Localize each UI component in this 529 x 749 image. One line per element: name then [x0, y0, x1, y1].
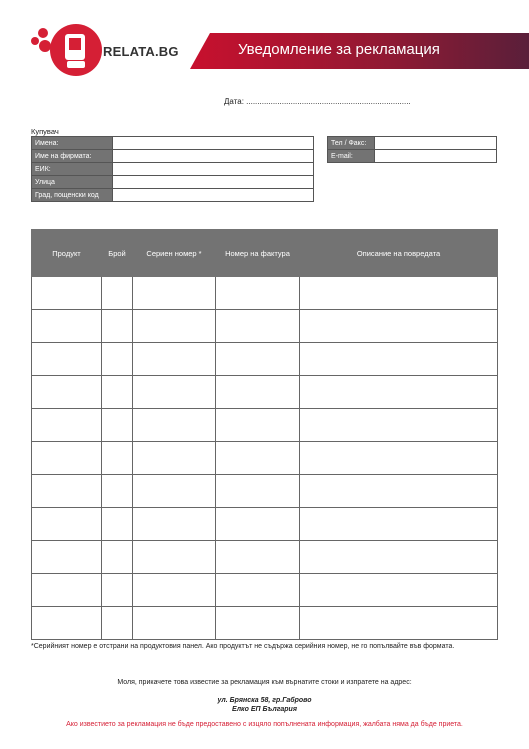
buyer-input[interactable]: [113, 150, 314, 163]
warning-text: Ако известието за рекламация не бъде предоставено с изцяло попълнената информация, жалбата няма да бъде приета.: [66, 721, 463, 728]
column-header-invoice: Номер на фактура: [216, 230, 300, 277]
address-line-1: ул. Брянска 58, гр.Габрово: [217, 697, 312, 704]
table-row: [32, 541, 498, 574]
table-cell[interactable]: [300, 376, 498, 409]
table-cell[interactable]: [102, 508, 133, 541]
buyer-input[interactable]: [113, 137, 314, 150]
table-cell[interactable]: [133, 607, 216, 640]
table-cell[interactable]: [133, 574, 216, 607]
table-cell[interactable]: [216, 343, 300, 376]
table-cell[interactable]: [102, 376, 133, 409]
buyer-row-city: [32, 189, 314, 202]
table-row: [32, 574, 498, 607]
table-cell[interactable]: [216, 607, 300, 640]
column-header-quantity: Брой: [102, 230, 133, 277]
buyer-label: Улица: [32, 176, 113, 189]
table-cell[interactable]: [300, 442, 498, 475]
table-row: [32, 508, 498, 541]
table-cell[interactable]: [32, 541, 102, 574]
table-cell[interactable]: [133, 376, 216, 409]
table-cell[interactable]: [102, 607, 133, 640]
table-cell[interactable]: [32, 607, 102, 640]
buyer-label: Град, пощенски код: [32, 189, 113, 202]
items-body: [32, 277, 498, 640]
table-cell[interactable]: [102, 310, 133, 343]
table-cell[interactable]: [102, 541, 133, 574]
table-cell[interactable]: [32, 574, 102, 607]
table-cell[interactable]: [216, 508, 300, 541]
table-cell[interactable]: [102, 475, 133, 508]
contact-input[interactable]: [375, 137, 497, 150]
table-cell[interactable]: [300, 277, 498, 310]
table-cell[interactable]: [32, 277, 102, 310]
table-row: [32, 607, 498, 640]
table-cell[interactable]: [300, 409, 498, 442]
items-table: [31, 229, 498, 640]
buyer-table: [31, 136, 314, 202]
table-cell[interactable]: [300, 475, 498, 508]
relata-logo-icon: [28, 20, 102, 80]
table-cell[interactable]: [133, 541, 216, 574]
table-cell[interactable]: [102, 277, 133, 310]
table-row: [32, 409, 498, 442]
table-cell[interactable]: [102, 442, 133, 475]
table-cell[interactable]: [32, 442, 102, 475]
address-line-2: Елко ЕП България: [232, 706, 297, 713]
buyer-input[interactable]: [113, 176, 314, 189]
table-cell[interactable]: [216, 376, 300, 409]
table-cell[interactable]: [133, 277, 216, 310]
table-cell[interactable]: [216, 277, 300, 310]
table-row: [32, 376, 498, 409]
table-cell[interactable]: [102, 409, 133, 442]
table-cell[interactable]: [32, 508, 102, 541]
buyer-row-eik: [32, 163, 314, 176]
table-cell[interactable]: [133, 508, 216, 541]
buyer-row-street: [32, 176, 314, 189]
table-cell[interactable]: [133, 343, 216, 376]
contact-row-phone: [328, 137, 497, 150]
table-cell[interactable]: [216, 409, 300, 442]
logo-text: RELATA.BG: [103, 44, 179, 59]
buyer-row-company: [32, 150, 314, 163]
table-cell[interactable]: [300, 574, 498, 607]
table-row: [32, 475, 498, 508]
table-cell[interactable]: [216, 310, 300, 343]
page-title: Уведомление за рекламация: [238, 41, 440, 58]
buyer-section-label: Купувач: [31, 127, 59, 136]
contact-label: Тел / Факс:: [328, 137, 375, 150]
table-cell[interactable]: [133, 409, 216, 442]
table-cell[interactable]: [32, 310, 102, 343]
buyer-input[interactable]: [113, 189, 314, 202]
table-cell[interactable]: [102, 574, 133, 607]
table-row: [32, 343, 498, 376]
column-header-serial: Сериен номер *: [133, 230, 216, 277]
table-cell[interactable]: [300, 343, 498, 376]
date-field[interactable]: Дата: ..........................................................................: [224, 97, 411, 106]
table-cell[interactable]: [133, 442, 216, 475]
table-row: [32, 310, 498, 343]
table-cell[interactable]: [216, 574, 300, 607]
contact-table: [327, 136, 497, 163]
table-cell[interactable]: [216, 541, 300, 574]
contact-row-email: [328, 150, 497, 163]
table-cell[interactable]: [300, 607, 498, 640]
table-cell[interactable]: [300, 508, 498, 541]
table-cell[interactable]: [102, 343, 133, 376]
table-row: [32, 442, 498, 475]
buyer-row-name: [32, 137, 314, 150]
table-cell[interactable]: [32, 409, 102, 442]
table-cell[interactable]: [216, 475, 300, 508]
instruction-text: Моля, прикачете това известие за рекламация към върнатите стоки и изпратете на адрес:: [117, 679, 412, 686]
buyer-label: ЕИК:: [32, 163, 113, 176]
table-cell[interactable]: [216, 442, 300, 475]
buyer-label: Имена:: [32, 137, 113, 150]
table-row: [32, 277, 498, 310]
table-cell[interactable]: [32, 475, 102, 508]
serial-footnote: *Серийният номер е отстрани на продуктовия панел. Ако продуктът не съдържа серийния номер, не го попълвайте във формата.: [31, 643, 455, 650]
contact-label: E-mail:: [328, 150, 375, 163]
table-cell[interactable]: [133, 475, 216, 508]
table-cell[interactable]: [133, 310, 216, 343]
column-header-description: Описание на повредата: [300, 230, 498, 277]
table-cell[interactable]: [32, 343, 102, 376]
table-cell[interactable]: [300, 541, 498, 574]
table-cell[interactable]: [300, 310, 498, 343]
buyer-input[interactable]: [113, 163, 314, 176]
table-cell[interactable]: [32, 376, 102, 409]
contact-input[interactable]: [375, 150, 497, 163]
column-header-product: Продукт: [32, 230, 102, 277]
buyer-label: Име на фирмата:: [32, 150, 113, 163]
items-header-row: [32, 230, 498, 277]
